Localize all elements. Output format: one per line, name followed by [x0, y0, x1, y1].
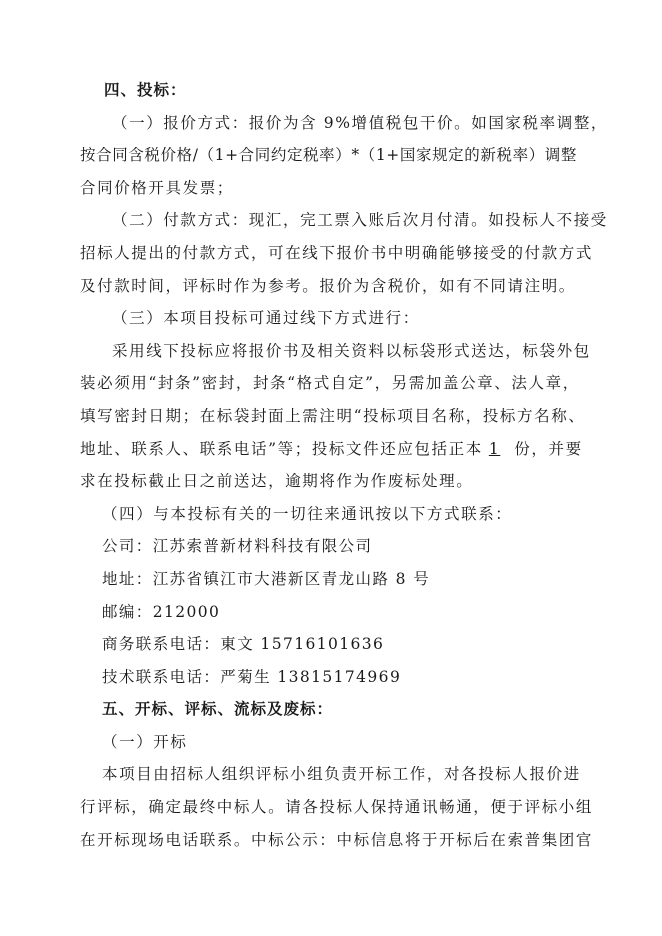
- offline-bid-line-4: [80, 433, 583, 466]
- payment-method-line-1: （二）付款方式：现汇，完工票入账后次月付清。如投标人不接受: [112, 211, 608, 230]
- offline-bid-line-5: 求在投标截止日之前送达，逾期将作为作废标处理。: [80, 472, 474, 491]
- contact-company: 公司：江苏索普新材料科技有限公司: [102, 537, 373, 556]
- payment-method-line-3: 及付款时间，评标时作为参考。报价为含税价，如有不同请注明。: [80, 276, 576, 295]
- opening-line-2: 行评标，确定最终中标人。请各投标人保持通讯畅通，便于评标小组: [80, 798, 594, 817]
- opening-line-1: 本项目由招标人组织评标小组负责开标工作，对各投标人报价进: [102, 765, 581, 784]
- contact-address: 地址：江苏省镇江市大港新区青龙山路 8 号: [102, 569, 431, 588]
- contact-intro-line: （四）与本投标有关的一切往来通讯按以下方式联系：: [102, 504, 513, 523]
- document-page: [80, 74, 609, 856]
- section-heading-bidding: 四、投标：: [104, 80, 187, 99]
- offline-bid-line-2: 装必须用“封条”密封，封条“格式自定”，另需加盖公章、法人章，: [80, 374, 580, 393]
- contact-tech-phone: 技术联系电话：严菊生 13815174969: [102, 667, 402, 686]
- offline-bid-line-3: 填写密封日期；在标袋封面上需注明“投标项目名称，投标方名称、: [80, 406, 586, 425]
- contact-business-phone: 商务联系电话：東文 15716101636: [102, 635, 385, 654]
- offline-bid-line-4-pre: 地址、联系人、联系电话”等；投标文件还应包括正本: [80, 439, 483, 458]
- contact-postcode: 邮编：212000: [102, 602, 221, 621]
- quote-method-line-1: （一）报价方式：报价为含 9%增值税包干价。如国家税率调整，: [112, 113, 609, 132]
- payment-method-line-2: 招标人提出的付款方式，可在线下报价书中明确能够接受的付款方式: [80, 243, 594, 262]
- offline-bid-line-1: 采用线下投标应将报价书及相关资料以标袋形式送达，标袋外包: [112, 341, 591, 360]
- quote-method-line-2: 按合同含税价格/（1+合同约定税率）*（1+国家规定的新税率）调整: [80, 146, 577, 165]
- opening-subheading: （一）开标: [102, 732, 188, 751]
- bidding-mode-line: （三）本项目投标可通过线下方式进行：: [112, 309, 420, 328]
- opening-line-3: 在开标现场电话联系。中标公示：中标信息将于开标后在索普集团官: [80, 830, 594, 849]
- section-heading-opening: 五、开标、评标、流标及废标：: [102, 699, 334, 719]
- offline-bid-line-4-post: 份，并要: [514, 439, 583, 458]
- quote-method-line-3: 合同价格开具发票；: [80, 178, 234, 197]
- original-copies-count: 1: [488, 439, 501, 458]
